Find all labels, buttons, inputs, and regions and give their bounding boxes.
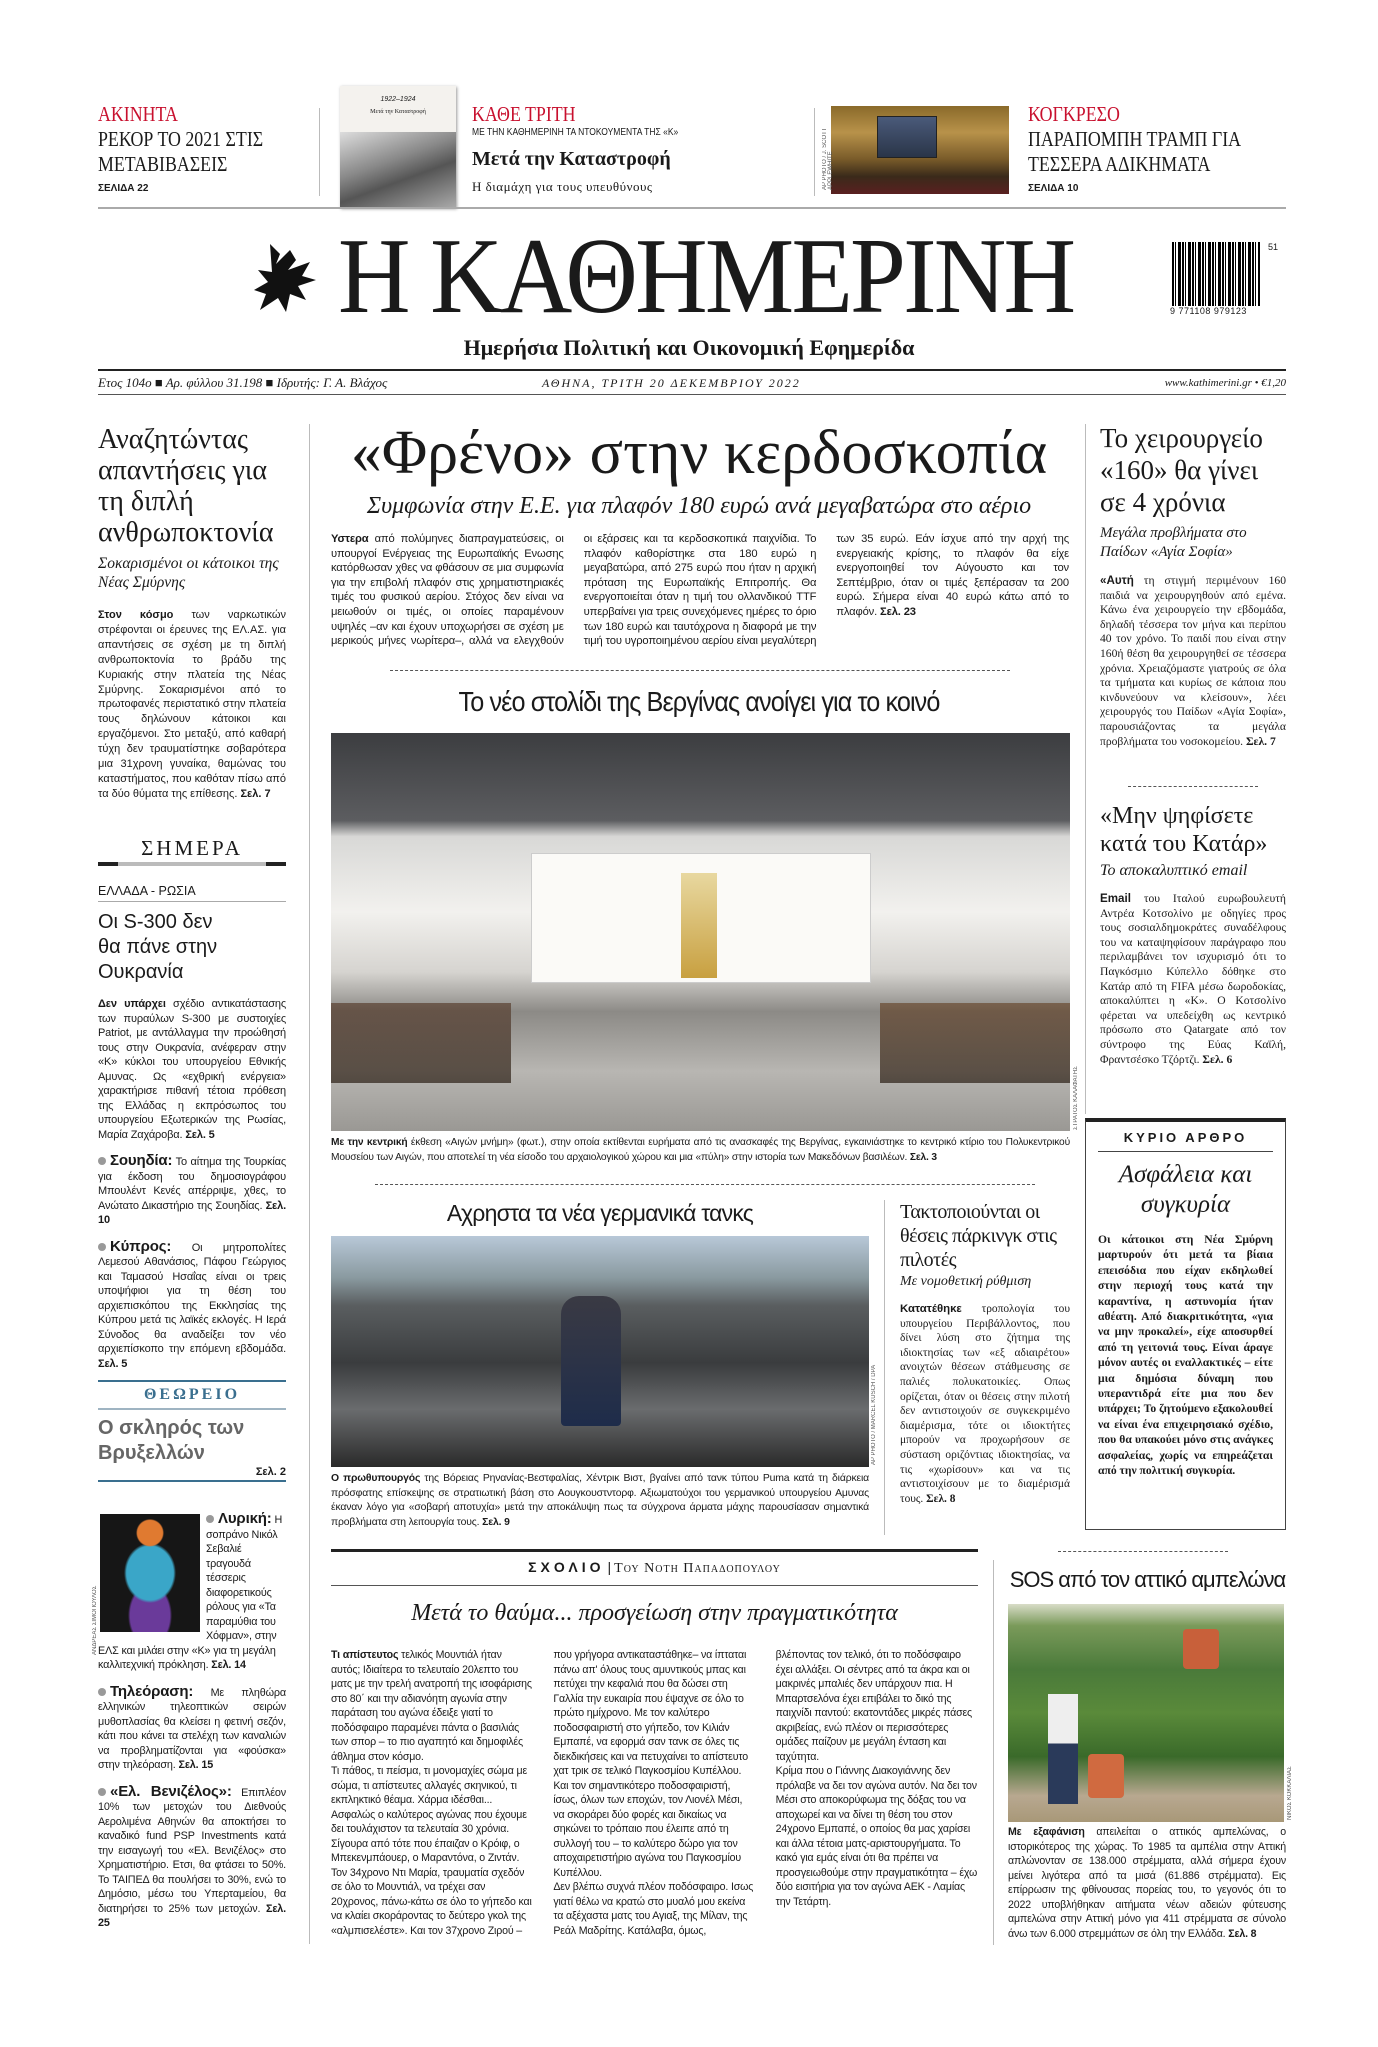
subhead: Μεγάλα προβλήματα στο Παίδων «Αγία Σοφία» xyxy=(1100,525,1247,560)
lead-headline[interactable]: «Φρένο» στην κερδοσκοπία xyxy=(350,419,1048,487)
teaser-page: ΣΕΛΙΔΑ 10 xyxy=(1028,183,1079,194)
divider xyxy=(331,1585,978,1586)
worker xyxy=(1048,1694,1078,1804)
teaser-kicker: ΚΟΓΚΡΕΣΟ xyxy=(1028,102,1120,126)
article-body: «Αυτή τη στιγμή περιμένουν 160 παιδιά να χειρουργηθούν από εμένα. Κάνω ένα χειρουργείο την εβδομάδα, δηλαδή τέσσερα τον μήνα και περίπου 40 τον χρόνο. Το παιδί που είναι στην 160ή θέση θα χειρουργηθεί σε τέσσερα χρόνια. Χρειαζόμαστε γιατρούς σε όλα τα τμήματα και κυρίως σε κάποια που κινδυνεύουν να κλείσουν», λέει χειρουργός του Παίδων «Αγία Σοφία», παρουσιάζοντας τα μεγάλα προβλήματα του νοσοκομείου. Σελ. 7 xyxy=(1100,574,1286,748)
book-title: Μετά την Καταστροφή xyxy=(370,109,426,115)
subhead: Σοκαρισμένοι οι κάτοικοι της Νέας Σμύρνης xyxy=(98,555,279,591)
website-price[interactable]: www.kathimerini.gr • €1,20 xyxy=(1164,377,1286,389)
headline: Αναζητώντας απαντήσεις για τη διπλή ανθρωποκτονία xyxy=(98,424,274,548)
bullet-icon xyxy=(206,1515,214,1523)
column-label: ΣΧΟΛΙΟ xyxy=(528,1559,605,1575)
article-body: Κατατέθηκε τροπολογία του υπουργείου Περιβάλλοντος, που δίνει λύση στο ζήτημα της ιδιοκτησίας των «εξ αδιαιρέτου» ανοιχτών θέσεων στάθμευσης σε παλιές πολυκατοικίες. Οπως ορίζεται, όταν οι θέσεις στην πιλοτή δεν αντιστοιχούν σε συγκεκριμένο διαμέρισμα, τότε οι ιδιοκτήτες μπορούν να προχωρήσουν σε σύσταση οριζόντιας ιδιοκτησίας, να τις «χωρίσουν» και να τις αντιστοιχίσουν με το διαμέρισμά τους. Σελ. 8 xyxy=(900,1303,1070,1505)
article-body: Δεν υπάρχει σχέδιο αντικατάστασης των πυραύλων S-300 με συστοιχίες Patriot, με αντάλλαγμα την προώθησή τους στην Ουκρανία, ανέφεραν στην «Κ» κύκλοι του υπουργείου Εθνικής Αμυνας. Ως «εχθρική ενέργεια» χαρακτήρισε πιθανή τέτοια πρόθεση της Ελλάδας η εκπρόσωπος του υπουργείου Εξωτερικών της Ρωσίας, Μαρία Ζαχάροβα. Σελ. 5 xyxy=(98,998,286,1141)
book-cover[interactable] xyxy=(340,86,456,208)
article-body: Στον κόσμο των ναρκωτικών στρέφονται οι έρευνες της ΕΛ.ΑΣ. για απαντήσεις σε σχέση με τη διπλή ανθρωποκτονία το βράδυ της Κυριακής στην πλατεία της Νέας Σμύρνης. Σοκαρισμένοι από το πρωτοφανές περιστατικό στην πλατεία τους δηλώνουν κάτοικοι και εργαζόμενοι. Στο μεταξύ, από καθαρή τύχη δεν τραυματίστηκε σοβαρότερα μια 31χρονη γυναίκα, θαμώνας του καταστήματος, που καθόταν πίσω από τα δύο θύματα της επίθεσης. Σελ. 7 xyxy=(98,609,286,800)
section-today: ΣΗΜΕΡΑ xyxy=(141,836,243,860)
bullet-icon xyxy=(98,1688,106,1696)
brief-lyric: Λυρική: Η σοπράνο Νικόλ Σεβαλιέ τραγουδά τέσσερις διαφορετικούς ρόλους για «Τα παραμύθια του Χόφμαν», στην ΕΛΣ και μιλάει στην «Κ» για τη μεγάλη καλλιτεχνική πρόκληση. Σελ. 14 xyxy=(98,1512,283,1671)
griffin-logo xyxy=(250,240,322,316)
divider xyxy=(331,1549,978,1552)
headline: «Μην ψηφίσετε κατά του Κατάρ» xyxy=(1100,803,1268,857)
basket xyxy=(1183,1629,1219,1669)
subhead: Το αποκαλυπτικό email xyxy=(1100,862,1248,879)
lead-subhead: Συμφωνία στην Ε.Ε. για πλαφόν 180 ευρώ ανά μεγαβατώρα στο αέριο xyxy=(366,493,1032,519)
brief-sweden: Σουηδία: Το αίτημα της Τουρκίας για έκδοση του δημοσιογράφου Μπουλέντ Κενές απέρριψε, χθες, το Ανώτατο Δικαστήριο της Σουηδίας. Σελ. 10 xyxy=(98,1154,286,1226)
divider xyxy=(319,108,320,196)
headline: Τακτοποιούνται οι θέσεις πάρκινγκ στις πιλοτές xyxy=(900,1201,1057,1271)
subhead: Με νομοθετική ρύθμιση xyxy=(900,1274,1032,1289)
divider xyxy=(884,1200,885,1535)
editorial-title: Ασφάλεια και συγκυρία xyxy=(1118,1161,1253,1218)
teaser-real-estate[interactable] xyxy=(98,102,308,194)
masthead-title[interactable]: Η ΚΑΘΗΜΕΡΙΝΗ xyxy=(338,217,1074,336)
section-label: ΘΕΩΡΕΙΟ xyxy=(98,1382,286,1410)
article-s300[interactable] xyxy=(98,884,286,1371)
brief-cyprus: Κύπρος: Οι μητροπολίτες Λεμεσού Αθανάσιος, Πάφου Γεώργιος και Ταμασού Ησαΐας είναι οι τρεις υποψήφιοι για τη θέση του αρχιεπισκόπου της Εκκλησίας της Κύπρου μετά τις λαϊκές εκλογές. Η Ιερά Σύνοδος θα αναδείξει τον νέο αρχιεπίσκοπο την επόμενη εβδομάδα. Σελ. 5 xyxy=(98,1239,286,1370)
column-author: Του Νοτη Παπαδοπουλου xyxy=(614,1561,781,1576)
column-body: Τι απίστευτος τελικός Μουντιάλ ήταν αυτός; Ιδιαίτερα το τελευταίο 20λεπτο του ματς με την τρελή ανατροπή της ισοφάρισης στο 80΄ και την αδιανόητη αγωνία στην παράταση του αγώνα έδειξε γιατί το ποδόσφαιρο παραμένει πάντα ο βασιλιάς των σπορ – το πιο αγαπητό και δημοφιλές άθλημα στον κόσμο. Τι πάθος, τι πείσμα, τι μονομαχίες σώμα με σώμα, τι απίστευτες αλλαγές σκηνικού, τι εκπληκτικό θέαμα. Χάρμα ιδέσθαι... Ασφαλώς ο καλύτερος αγώνας που έχουμε δει τουλάχιστον τα τελευταία 30 χρόνια. Σίγουρα από τότε που έπαιζαν ο Κρόιφ, ο Μπεκενμπάουερ, ο Μαραντόνα, ο Ζιντάν. Τον 34χρονο Ντι Μαρία, τραυματία σχεδόν σε όλο το Μουντιάλ, να τρέχει σαν 20χρονος, πάνω-κάτω σε όλο το γήπεδο και να κλαίει σκοράροντας το δεύτερο γκολ της «αλμπισελέστε». Και τον 37χρονο Ζιρού –που γρήγορα αντικαταστάθηκε– να ίπταται πάνω απ' όλους τους αμυντικούς μπας και πετύχει την κεφαλιά που θα δώσει στη Γαλλία την ευκαιρία που έψαχνε σε όλο το πρώτο ημίχρονο. Με τον καλύτερο ποδοσφαιριστή στο γήπεδο, τον Κιλιάν Εμπαπέ, να εφορμά σαν τανκ σε όλες τις διεκδικήσεις και να πετυχαίνει το απίστευτο χατ τρικ σε τελικό Παγκοσμίου Κυπέλλου. Και τον σημαντικότερο ποδοσφαιριστή, ίσως, όλων των εποχών, τον Λιονέλ Μέσι, να σκοράρει δύο φορές και δικαίως να σηκώνει το τρόπαιο που έλειπε από τη συλλογή του – το καλύτερο δώρο για τον αποχαιρετιστήριο αγώνα του Παγκοσμίου Κυπέλλου. Δεν βλέπω συχνά πλέον ποδόσφαιρο. Ισως γιατί θέλω να κρατώ στο μυαλό μου εκείνα τα αξέχαστα ματς του Αγιαξ, της Μίλαν, της Ρεάλ Μαδρίτης. Κατάλαβα, όμως, βλέποντας τον τελικό, ότι το ποδόσφαιρο έχει αλλάξει. Οι σέντρες από τα άκρα και οι μακρινές μπαλιές δεν υπάρχουν πια. Η Μπαρτσελόνα έχει επιβάλει το δικό της παιχνίδι παντού: εκατοντάδες μικρές πάσες ακριβείας, ενώ πλέον οι περισσότερες ομάδες παίζουν με μεγάλη ένταση και ταχύτητα. Κρίμα που ο Γιάννης Διακογιάννης δεν πρόλαβε να δει τον αγώνα αυτόν. Να δει τον Μέσι στο αποκορύφωμα της δόξας του να αποχωρεί και να δίνει τη θέση του στον 24χρονο Εμπαπέ, ο οποίος θα μας χαρίσει και άλλα τέτοια ματς-αριστουργήματα. Το κακό για εμάς είναι ότι θα πρέπει να προσγειωθούμε στην πραγματικότητα – έχω δύο εισιτήρια για τον αγώνα ΑΕΚ - Λαμίας την Τετάρτη. xyxy=(331,1649,978,1937)
brief-tv: Τηλεόραση: Με πληθώρα ελληνικών τηλεοπτικών σειρών μυθοπλασίας θα κλείσει η φετινή σεζόν, κάτι που κάνει τα στελέχη των καναλιών να προβληματίζονται για «φούσκα» στην τηλεόραση. Σελ. 15 xyxy=(98,1684,286,1771)
photo-credit: ΣΤΡΑΤΟΣ ΚΑΛΑΦΑΤΗΣ xyxy=(1073,1066,1079,1130)
theoreio-box[interactable] xyxy=(98,1380,286,1482)
photo-credit: AP PHOTO / MARCEL KUSCH / DPA xyxy=(871,1364,877,1465)
left-display xyxy=(331,1003,511,1083)
article-parking[interactable] xyxy=(900,1200,1070,1506)
photo-credit: AP PHOTO / J. SCOTT APPLEWHITE xyxy=(822,127,834,190)
article-nea-smyrni[interactable] xyxy=(98,424,286,802)
article-surgery[interactable] xyxy=(1100,422,1286,749)
book-cover-photo xyxy=(340,132,456,208)
soprano-photo xyxy=(100,1514,200,1632)
kicker: ΕΛΛΑΔΑ - ΡΩΣΙΑ xyxy=(98,884,286,902)
divider xyxy=(98,862,286,866)
issue-info: Ετος 104ο ■ Αρ. φύλλου 31.198 ■ Ιδρυτής: Γ. Α. Βλάχος xyxy=(98,375,388,390)
divider xyxy=(375,1184,1035,1185)
congress-photo[interactable] xyxy=(831,106,1009,194)
headline: Ο σκληρός των Βρυξελλών xyxy=(98,1417,245,1464)
photo-credit: ΑΝΔΡΕΑΣ ΣΙΜΟΠΟΥΛΟΣ xyxy=(92,1585,98,1655)
bullet-icon xyxy=(98,1788,106,1796)
book-years: 1922–1924 xyxy=(380,96,416,103)
divider xyxy=(98,394,1286,395)
bullet-icon xyxy=(98,1243,106,1251)
teaser-title: ΡΕΚΟΡ ΤΟ 2021 ΣΤΙΣ ΜΕΤΑΒΙΒΑΣΕΙΣ xyxy=(98,127,264,176)
lead-body: Υστερα από πολύμηνες διαπραγματεύσεις, οι υπουργοί Ενέργειας της Ευρωπαϊκής Ενωσης κατόρθωσαν χθες να φθάσουν σε μια συμφωνία για την επιβολή πλαφόν στις χρηματιστηριακές τιμές του φυσικού αερίου. Στόχος δεν είναι να μειωθούν οι τιμές, οι οποίες παραμένουν υψηλές –αν και έχουν υποχωρήσει σε σχέση με μερικούς μήνες νωρίτερα–, αλλά να ελεγχθούν οι εξάρσεις και τα κερδοσκοπικά παιχνίδια. Το πλαφόν καθορίστηκε στα 180 ευρώ η μεγαβατώρα, από 275 ευρώ που ήταν η αρχική πρόταση της Ευρωπαϊκής Επιτροπής. Θα ενεργοποιείται όταν η τιμή του ολλανδικού TTF υπερβαίνει για τρεις συνεχόμενες ημέρες το όριο των 180 ευρώ και ταυτόχρονα η διαφορά με την τιμή του υγροποιημένου αερίου είναι μεγαλύτερη των 35 ευρώ. Εάν ίσχυε από την αρχή της ενεργειακής κρίσης, το πλαφόν θα είχε ενεργοποιηθεί τον Αύγουστο και τον Σεπτέμβριο, όταν οι τιμές ξεπέρασαν τα 200 ευρώ. Σήμερα είναι 40 ευρώ κάτω από το πλαφόν. Σελ. 23 xyxy=(331,533,1069,648)
teaser-sub: Η διαμάχη για τους υπευθύνους xyxy=(472,179,653,194)
vergina-caption: Με την κεντρική έκθεση «Αιγών μνήμη» (φωτ.), στην οποία εκτίθενται ευρήματα από τις ανασκαφές της Βεργίνας, εγκαινιάστηκε το κεντρικό κτίριο του Πολυκεντρικού Μουσείου των Αιγών, που αποτελεί τη νέα είσοδο του αρχαιολογικού χώρου και μια «πύλη» στην ιστορία των Μακεδόνων βασιλέων. Σελ. 3 xyxy=(331,1137,1070,1163)
teaser-documents[interactable] xyxy=(472,102,812,195)
page-ref: Σελ. 2 xyxy=(255,1466,286,1478)
editorial-box[interactable] xyxy=(1085,1118,1286,1530)
teaser-page: ΣΕΛΙΔΑ 22 xyxy=(98,183,149,194)
teaser-kicker: ΑΚΙΝΗΤΑ xyxy=(98,102,178,126)
divider xyxy=(98,369,1286,371)
article-body: Email του Ιταλού ευρωβουλευτή Αντρέα Κοτσολίνο με οδηγίες προς τους σοσιαλδημοκράτες συναδέλφους του να καταψηφίσουν παράγραφο που περιλαμβάνει τον ισχυρισμό ότι το Παγκόσμιο Κύπελλο δόθηκε στο Κατάρ από τη FIFA μέσω δωροδοκίας, αποκαλύπτει η «Κ». Ο Κοτσολίνο φέρεται να υπεδείχθη ως κεντρικό πρόσωπο στο Qatargate από τον σύντροφο της Εύας Καϊλή, Φραντσέσκο Τζόρτζι. Σελ. 6 xyxy=(1100,892,1286,1066)
masthead-subtitle: Ημερήσια Πολιτική και Οικονομική Εφημερίδα xyxy=(463,335,915,360)
barcode xyxy=(1172,242,1260,306)
teaser-title: Μετά την Καταστροφή xyxy=(472,148,671,170)
photo-credit: ΝΙΚΟΣ ΚΟΚΚΑΛΙΑΣ xyxy=(1287,1766,1293,1820)
divider xyxy=(1085,424,1086,1114)
teaser-title: ΠΑΡΑΠΟΜΠΗ ΤΡΑΜΠ ΓΙΑ ΤΕΣΣΕΡΑ ΑΔΙΚΗΜΑΤΑ xyxy=(1028,127,1241,176)
vergina-headline[interactable]: Το νέο στολίδι της Βεργίνας ανοίγει για το κοινό xyxy=(458,686,940,717)
divider xyxy=(98,207,1286,209)
teaser-line: ΜΕ ΤΗΝ ΚΑΘΗΜΕΡΙΝΗ ΤΑ ΝΤΟΚΟΥΜΕΝΤΑ ΤΗΣ «Κ» xyxy=(472,127,679,138)
tank-photo[interactable] xyxy=(331,1236,869,1467)
divider xyxy=(814,108,815,196)
divider xyxy=(390,670,1010,671)
section-label: ΚΥΡΙΟ ΑΡΘΡΟ xyxy=(1098,1130,1273,1152)
headline: Το χειρουργείο «160» θα γίνει σε 4 χρόνια xyxy=(1100,423,1263,517)
vineyard-photo[interactable] xyxy=(1008,1604,1284,1822)
vineyard-headline[interactable]: SOS από τον αττικό αμπελώνα xyxy=(1009,1567,1286,1592)
vineyard-caption: Με εξαφάνιση απειλείται ο αττικός αμπελώνας, ο ιστορικότερος της χώρας. Το 1985 τα αμπέλια στην Αττική απλώνονταν σε 138.000 στρέμματα, αλλά σήμερα έχουν μείνει λιγότερα από τα μισά (61.886 στρέμματα). Εις επίρρωσιν της φθίνουσας πορείας του, το γεγονός ότι το 2022 υποβλήθηκαν αιτήματα νέων αδειών φύτευσης αμπελώνα στην Αττική μόνο για 411 στρέμματα σε σύνολο άνω των 6.000 στρεμμάτων σε όλη την Ελλάδα. Σελ. 8 xyxy=(1008,1826,1286,1940)
screen xyxy=(877,116,937,158)
basket xyxy=(1088,1754,1124,1798)
person xyxy=(561,1296,621,1426)
editorial-body: Οι κάτοικοι στη Νέα Σμύρνη μαρτυρούν ότι μετά τα βίαια επεισόδια που είχαν εκδηλωθεί στην περιοχή τους κατά την καραντίνα, η αστυνομία ήταν αθέατη. Από διακριτικότητα, «για να μην προκαλεί», είχε αποσυρθεί από τη γειτονιά τους. Είναι άραγε μόνον αυτές οι εναλλακτικές – είτε μια δημόσια δύναμη που υπεραντιδρά είτε μια που δεν υπάρχει; Το ζητούμενο εξακολουθεί να είναι ένα επιχειρησιακό σχέδιο, που θα υπακούει μόνο στις ανάγκες ασφαλείας, χωρίς να επηρεάζεται από την πολιτική συγκυρία. xyxy=(1098,1233,1273,1478)
barcode-issue: 51 xyxy=(1268,242,1279,252)
bullet-icon xyxy=(98,1157,106,1165)
headline: Οι S-300 δεν θα πάνε στην Ουκρανία xyxy=(98,911,218,983)
column-header: ΣΧΟΛΙΟ | Του Νοτη Παπαδοπουλου xyxy=(528,1559,781,1576)
brief-airport: «Ελ. Βενιζέλος»: Επιπλέον 10% των μετοχών του Διεθνούς Αερολιμένα Αθηνών θα αποκτήσει το καναδικό fund PSP Investments κατά την εισαγωγή του «Ελ. Βενιζέλος» στο Χρηματιστήριο. Ετσι, θα φτάσει το 50%. Το ΤΑΙΠΕΔ θα πουλήσει το 30%, ενώ το Δημόσιο, μέσω του Υπερταμείου, θα διατηρήσει το 25% των μετοχών. Σελ. 25 xyxy=(98,1784,286,1929)
briefs-culture[interactable] xyxy=(98,1512,286,1931)
vergina-museum-photo[interactable] xyxy=(331,733,1070,1131)
divider xyxy=(1058,1551,1228,1552)
divider xyxy=(309,424,310,1944)
article-qatar[interactable] xyxy=(1100,802,1286,1067)
column-title[interactable]: Μετά το θαύμα... προσγείωση στην πραγματικότητα xyxy=(411,1600,898,1626)
barcode-digits: 9 771108 979123 xyxy=(1170,306,1247,316)
teaser-congress[interactable] xyxy=(1028,102,1288,194)
tanks-headline[interactable]: Αχρηστα τα νέα γερμανικά τανκς xyxy=(446,1200,754,1226)
divider xyxy=(1128,786,1258,787)
teaser-kicker: ΚΑΘΕ ΤΡΙΤΗ xyxy=(472,102,576,126)
golden-artifact xyxy=(681,873,717,978)
issue-date: ΑΘΗΝΑ, ΤΡΙΤΗ 20 ΔΕΚΕΜΒΡΙΟΥ 2022 xyxy=(542,376,801,390)
tanks-caption: Ο πρωθυπουργός της Βόρειας Ρηνανίας-Βεστφαλίας, Χέντρικ Βιστ, βγαίνει από τανκ τύπου Puma κατά τη διάρκεια πρόσφατης επίσκεψης σε στρατιωτική βάση στο Αουγκουστντορφ. Αξιωματούχοι του γερμανικού υπουργείου Αμυνας έκαναν λόγο για «σοβαρή αποτυχία» μετά την αποκάλυψη πως τα σύγχρονα άρματα μάχης παρουσίασαν σημαντικά προβλήματα στη λειτουργία τους. Σελ. 9 xyxy=(331,1473,869,1528)
divider xyxy=(993,1560,994,1945)
right-display xyxy=(880,1003,1070,1083)
